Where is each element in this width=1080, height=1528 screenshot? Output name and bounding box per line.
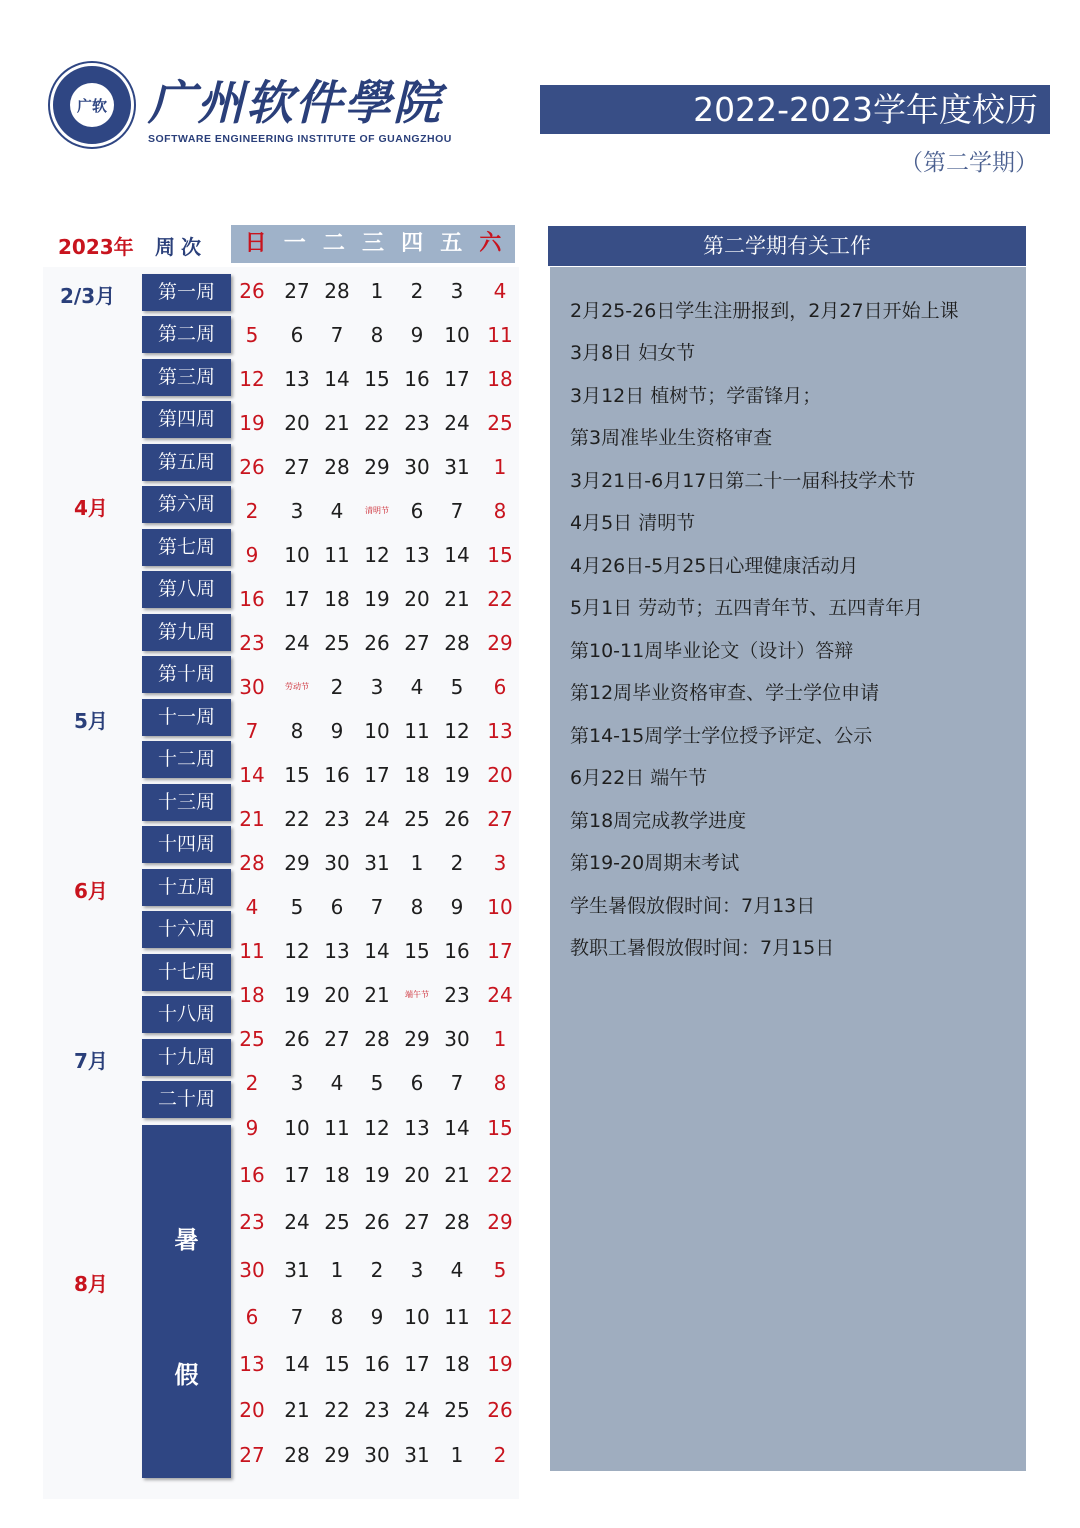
date-cell: 2 <box>410 279 424 303</box>
page-subtitle: （第二学期） <box>900 150 1038 176</box>
date-cell: 5 <box>450 675 464 699</box>
date-cell: 17 <box>364 763 390 787</box>
date-cell: 劳动节 <box>285 682 309 691</box>
date-cell: 2 <box>245 499 259 523</box>
date-cell: 6 <box>330 895 344 919</box>
date-cell: 24 <box>284 631 310 655</box>
month-label-jun: 6月 <box>74 879 108 903</box>
day-header-fri: 五 <box>440 231 463 256</box>
date-cell: 2 <box>330 675 344 699</box>
date-cell: 11 <box>324 543 350 567</box>
week-label: 第六周 <box>142 486 231 523</box>
week-label: 第五周 <box>142 444 231 481</box>
date-cell: 29 <box>487 1210 513 1234</box>
date-cell: 31 <box>444 455 470 479</box>
date-cell: 13 <box>404 543 430 567</box>
date-cell: 20 <box>487 763 513 787</box>
date-cell: 22 <box>324 1398 350 1422</box>
date-cell: 15 <box>487 1116 513 1140</box>
page-title: 2022-2023学年度校历 <box>540 85 1050 134</box>
date-cell: 26 <box>444 807 470 831</box>
date-cell: 19 <box>444 763 470 787</box>
date-cell: 19 <box>487 1352 513 1376</box>
date-cell: 26 <box>239 279 265 303</box>
date-cell: 10 <box>444 323 470 347</box>
date-cell: 8 <box>493 1071 507 1095</box>
date-cell: 11 <box>404 719 430 743</box>
date-cell: 16 <box>444 939 470 963</box>
date-cell: 6 <box>245 1305 259 1329</box>
date-cell: 9 <box>330 719 344 743</box>
date-cell: 6 <box>410 499 424 523</box>
date-cell: 23 <box>239 631 265 655</box>
date-cell: 9 <box>245 1116 259 1140</box>
date-cell: 12 <box>364 543 390 567</box>
date-cell: 5 <box>493 1258 507 1282</box>
date-cell: 5 <box>370 1071 384 1095</box>
date-cell: 23 <box>444 983 470 1007</box>
note-item: 6月22日 端午节 <box>570 767 708 789</box>
note-item: 学生暑假放假时间：7月13日 <box>570 895 816 917</box>
date-cell: 8 <box>493 499 507 523</box>
date-cell: 30 <box>364 1443 390 1467</box>
date-cell: 4 <box>330 1071 344 1095</box>
date-cell: 17 <box>444 367 470 391</box>
week-label: 十七周 <box>142 954 231 991</box>
date-cell: 1 <box>370 279 384 303</box>
date-cell: 19 <box>284 983 310 1007</box>
date-cell: 10 <box>487 895 513 919</box>
date-cell: 22 <box>364 411 390 435</box>
date-cell: 16 <box>404 367 430 391</box>
date-cell: 27 <box>284 455 310 479</box>
date-cell: 1 <box>493 455 507 479</box>
week-label: 二十周 <box>142 1081 231 1118</box>
date-cell: 11 <box>444 1305 470 1329</box>
date-cell: 26 <box>284 1027 310 1051</box>
date-cell: 18 <box>324 1163 350 1187</box>
day-header-thu: 四 <box>401 231 424 256</box>
week-label: 十二周 <box>142 741 231 778</box>
date-cell: 24 <box>364 807 390 831</box>
week-label: 十六周 <box>142 911 231 948</box>
date-cell: 6 <box>290 323 304 347</box>
note-item: 第12周毕业资格审查、学士学位申请 <box>570 682 880 704</box>
date-cell: 27 <box>284 279 310 303</box>
date-cell: 25 <box>444 1398 470 1422</box>
panel-title: 第二学期有关工作 <box>548 226 1026 266</box>
week-label: 十八周 <box>142 996 231 1033</box>
date-cell: 28 <box>324 455 350 479</box>
date-cell: 20 <box>284 411 310 435</box>
date-cell: 清明节 <box>365 506 389 515</box>
note-item: 3月12日 植树节；学雷锋月； <box>570 385 822 407</box>
date-cell: 12 <box>284 939 310 963</box>
date-cell: 16 <box>364 1352 390 1376</box>
date-cell: 17 <box>487 939 513 963</box>
summer-label-2: 假 <box>174 1361 199 1389</box>
date-cell: 2 <box>450 851 464 875</box>
date-cell: 28 <box>364 1027 390 1051</box>
date-cell: 3 <box>493 851 507 875</box>
date-cell: 28 <box>324 279 350 303</box>
date-cell: 6 <box>493 675 507 699</box>
date-cell: 17 <box>284 587 310 611</box>
date-cell: 14 <box>444 543 470 567</box>
date-cell: 25 <box>487 411 513 435</box>
date-cell: 1 <box>450 1443 464 1467</box>
date-cell: 27 <box>487 807 513 831</box>
date-cell: 27 <box>239 1443 265 1467</box>
month-label-may: 5月 <box>74 709 108 733</box>
date-cell: 30 <box>404 455 430 479</box>
date-cell: 17 <box>404 1352 430 1376</box>
note-item: 第19-20周期末考试 <box>570 852 740 874</box>
date-cell: 23 <box>364 1398 390 1422</box>
date-cell: 25 <box>404 807 430 831</box>
date-cell: 29 <box>324 1443 350 1467</box>
date-cell: 17 <box>284 1163 310 1187</box>
date-cell: 2 <box>245 1071 259 1095</box>
date-cell: 5 <box>245 323 259 347</box>
date-cell: 3 <box>290 1071 304 1095</box>
date-cell: 30 <box>444 1027 470 1051</box>
date-cell: 10 <box>284 543 310 567</box>
date-cell: 27 <box>404 1210 430 1234</box>
date-cell: 27 <box>404 631 430 655</box>
date-cell: 22 <box>284 807 310 831</box>
date-cell: 31 <box>404 1443 430 1467</box>
date-cell: 29 <box>404 1027 430 1051</box>
date-cell: 26 <box>364 631 390 655</box>
month-label-feb-mar: 2/3月 <box>60 284 116 308</box>
date-cell: 2 <box>493 1443 507 1467</box>
date-cell: 18 <box>239 983 265 1007</box>
date-cell: 23 <box>324 807 350 831</box>
date-cell: 4 <box>493 279 507 303</box>
note-item: 第3周准毕业生资格审查 <box>570 427 773 449</box>
year-label: 2023年 <box>58 235 134 259</box>
date-cell: 18 <box>324 587 350 611</box>
date-cell: 13 <box>324 939 350 963</box>
week-label: 十五周 <box>142 869 231 906</box>
note-item: 2月25-26日学生注册报到，2月27日开始上课 <box>570 300 959 322</box>
date-cell: 13 <box>284 367 310 391</box>
date-cell: 19 <box>364 587 390 611</box>
date-cell: 29 <box>284 851 310 875</box>
date-cell: 20 <box>239 1398 265 1422</box>
date-cell: 25 <box>324 631 350 655</box>
date-cell: 12 <box>239 367 265 391</box>
date-cell: 8 <box>330 1305 344 1329</box>
date-cell: 11 <box>487 323 513 347</box>
date-cell: 端午节 <box>405 990 429 999</box>
month-label-jul: 7月 <box>74 1049 108 1073</box>
week-label: 第四周 <box>142 401 231 438</box>
month-label-aug: 8月 <box>74 1272 108 1296</box>
date-cell: 24 <box>284 1210 310 1234</box>
date-cell: 10 <box>364 719 390 743</box>
date-cell: 4 <box>330 499 344 523</box>
date-cell: 3 <box>370 675 384 699</box>
logo-seal-text: 广软 <box>70 83 114 127</box>
date-cell: 24 <box>404 1398 430 1422</box>
school-logo-emblem <box>50 63 134 147</box>
date-cell: 4 <box>245 895 259 919</box>
date-cell: 7 <box>330 323 344 347</box>
day-header-tue: 二 <box>322 231 345 256</box>
date-cell: 18 <box>487 367 513 391</box>
date-cell: 9 <box>245 543 259 567</box>
week-label: 第十周 <box>142 656 231 693</box>
date-cell: 11 <box>239 939 265 963</box>
note-item: 第14-15周学士学位授予评定、公示 <box>570 725 873 747</box>
school-name-en: SOFTWARE ENGINEERING INSTITUTE OF GUANGZHOU <box>148 133 452 145</box>
date-cell: 18 <box>404 763 430 787</box>
date-cell: 12 <box>487 1305 513 1329</box>
date-cell: 7 <box>290 1305 304 1329</box>
week-label: 十三周 <box>142 784 231 821</box>
date-cell: 21 <box>444 1163 470 1187</box>
date-cell: 9 <box>370 1305 384 1329</box>
date-cell: 19 <box>239 411 265 435</box>
week-label: 第二周 <box>142 316 231 353</box>
date-cell: 9 <box>410 323 424 347</box>
date-cell: 21 <box>324 411 350 435</box>
date-cell: 2 <box>370 1258 384 1282</box>
date-cell: 5 <box>290 895 304 919</box>
date-cell: 8 <box>410 895 424 919</box>
date-cell: 30 <box>324 851 350 875</box>
note-item: 第10-11周毕业论文（设计）答辩 <box>570 640 854 662</box>
date-cell: 10 <box>404 1305 430 1329</box>
date-cell: 20 <box>404 1163 430 1187</box>
date-cell: 1 <box>410 851 424 875</box>
date-cell: 31 <box>364 851 390 875</box>
date-cell: 21 <box>284 1398 310 1422</box>
date-cell: 22 <box>487 587 513 611</box>
date-cell: 11 <box>324 1116 350 1140</box>
date-cell: 19 <box>364 1163 390 1187</box>
date-cell: 26 <box>487 1398 513 1422</box>
day-header-sun: 日 <box>244 231 267 256</box>
week-label: 十九周 <box>142 1039 231 1076</box>
date-cell: 3 <box>290 499 304 523</box>
note-item: 3月21日-6月17日第二十一届科技学术节 <box>570 470 916 492</box>
date-cell: 10 <box>284 1116 310 1140</box>
date-cell: 24 <box>487 983 513 1007</box>
date-cell: 12 <box>444 719 470 743</box>
date-cell: 3 <box>450 279 464 303</box>
date-cell: 7 <box>450 1071 464 1095</box>
date-cell: 15 <box>404 939 430 963</box>
note-item: 5月1日 劳动节；五四青年节、五四青年月 <box>570 597 924 619</box>
day-header-sat: 六 <box>479 231 502 256</box>
week-label: 第七周 <box>142 529 231 566</box>
week-label: 第一周 <box>142 274 231 311</box>
date-cell: 23 <box>239 1210 265 1234</box>
date-cell: 23 <box>404 411 430 435</box>
date-cell: 20 <box>324 983 350 1007</box>
date-cell: 29 <box>364 455 390 479</box>
date-cell: 15 <box>364 367 390 391</box>
date-cell: 28 <box>284 1443 310 1467</box>
week-label: 第九周 <box>142 614 231 651</box>
date-cell: 6 <box>410 1071 424 1095</box>
note-item: 3月8日 妇女节 <box>570 342 696 364</box>
summer-vacation-block <box>142 1125 231 1478</box>
date-cell: 21 <box>364 983 390 1007</box>
summer-label-1: 暑 <box>174 1226 199 1254</box>
month-label-apr: 4月 <box>74 496 108 520</box>
date-cell: 7 <box>245 719 259 743</box>
date-cell: 25 <box>239 1027 265 1051</box>
note-item: 4月26日-5月25日心理健康活动月 <box>570 555 859 577</box>
date-cell: 16 <box>239 1163 265 1187</box>
date-cell: 14 <box>444 1116 470 1140</box>
calendar-background <box>43 267 519 1499</box>
date-cell: 15 <box>324 1352 350 1376</box>
date-cell: 16 <box>324 763 350 787</box>
date-cell: 3 <box>410 1258 424 1282</box>
week-label: 十四周 <box>142 826 231 863</box>
school-name-cn: 广州软件學院 <box>148 76 442 131</box>
date-cell: 26 <box>364 1210 390 1234</box>
week-label: 十一周 <box>142 699 231 736</box>
week-column-header: 周次 <box>155 235 207 259</box>
date-cell: 12 <box>364 1116 390 1140</box>
date-cell: 30 <box>239 675 265 699</box>
date-cell: 9 <box>450 895 464 919</box>
date-cell: 18 <box>444 1352 470 1376</box>
date-cell: 24 <box>444 411 470 435</box>
day-of-week-header <box>231 225 515 263</box>
date-cell: 4 <box>450 1258 464 1282</box>
date-cell: 30 <box>239 1258 265 1282</box>
date-cell: 21 <box>444 587 470 611</box>
date-cell: 28 <box>444 631 470 655</box>
week-label: 第三周 <box>142 359 231 396</box>
date-cell: 28 <box>444 1210 470 1234</box>
date-cell: 14 <box>324 367 350 391</box>
date-cell: 14 <box>239 763 265 787</box>
date-cell: 1 <box>330 1258 344 1282</box>
date-cell: 4 <box>410 675 424 699</box>
date-cell: 1 <box>493 1027 507 1051</box>
date-cell: 14 <box>364 939 390 963</box>
note-item: 第18周完成教学进度 <box>570 810 747 832</box>
note-item: 教职工暑假放假时间：7月15日 <box>570 937 835 959</box>
date-cell: 7 <box>370 895 384 919</box>
date-cell: 21 <box>239 807 265 831</box>
date-cell: 20 <box>404 587 430 611</box>
date-cell: 13 <box>239 1352 265 1376</box>
week-label: 第八周 <box>142 571 231 608</box>
date-cell: 8 <box>370 323 384 347</box>
date-cell: 28 <box>239 851 265 875</box>
date-cell: 16 <box>239 587 265 611</box>
day-header-wed: 三 <box>361 231 384 256</box>
date-cell: 14 <box>284 1352 310 1376</box>
date-cell: 8 <box>290 719 304 743</box>
day-header-mon: 一 <box>283 231 306 256</box>
date-cell: 26 <box>239 455 265 479</box>
date-cell: 22 <box>487 1163 513 1187</box>
date-cell: 25 <box>324 1210 350 1234</box>
date-cell: 27 <box>324 1027 350 1051</box>
date-cell: 7 <box>450 499 464 523</box>
date-cell: 15 <box>284 763 310 787</box>
date-cell: 29 <box>487 631 513 655</box>
note-item: 4月5日 清明节 <box>570 512 696 534</box>
date-cell: 31 <box>284 1258 310 1282</box>
date-cell: 15 <box>487 543 513 567</box>
date-cell: 13 <box>404 1116 430 1140</box>
date-cell: 13 <box>487 719 513 743</box>
